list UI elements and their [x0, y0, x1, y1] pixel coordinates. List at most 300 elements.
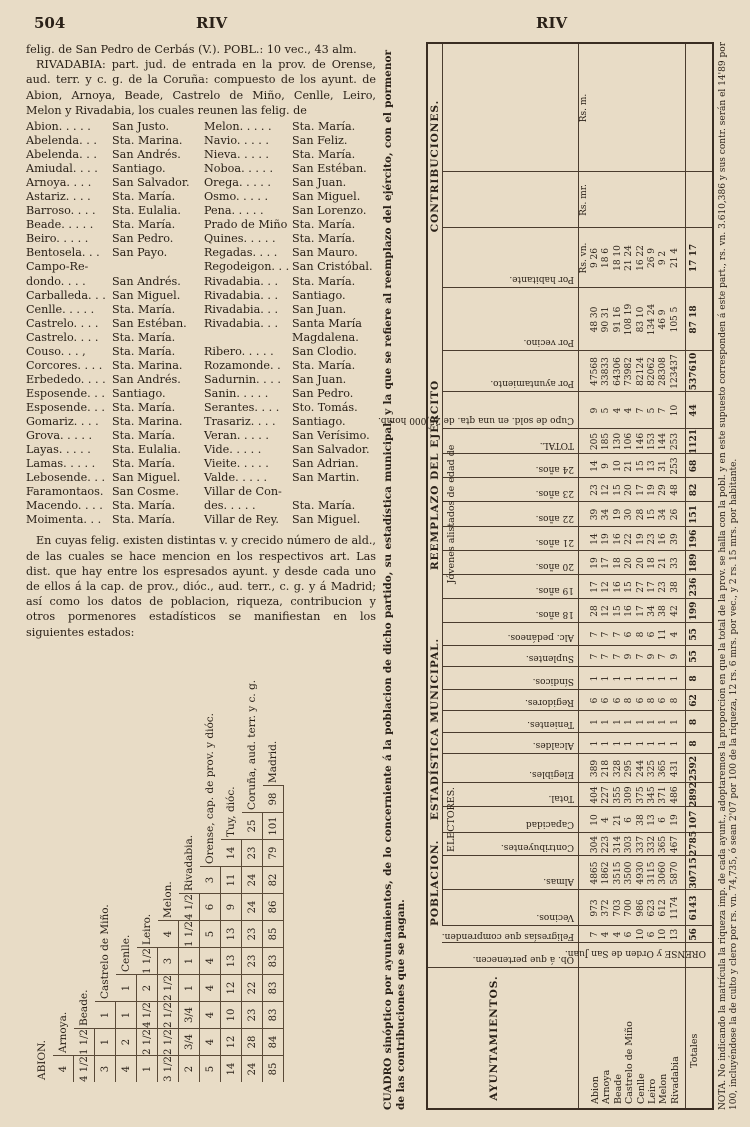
distance-cell: 83 [263, 974, 284, 1001]
table-cell: 1 [624, 675, 635, 682]
distance-cell: 101 [263, 812, 284, 839]
table-cell: 1 [647, 675, 657, 682]
table-cell: 28308 [658, 357, 669, 386]
distance-cell: 85 [263, 920, 284, 947]
table-cell: 64306 [612, 357, 623, 386]
table-cell: 48 [669, 484, 680, 496]
town-name: Castrelo de Miño [624, 1021, 636, 1104]
table-cell: 16 [658, 533, 669, 545]
patron-saint: Sta. María. [112, 499, 176, 513]
totals-cell: 2892 [689, 781, 700, 807]
feligresia-row [26, 148, 374, 162]
table-cell: 15 [647, 508, 657, 521]
column-header: 22 años. [535, 513, 574, 523]
table-cell: 16 [624, 605, 635, 617]
table-cell: 4 [612, 931, 623, 938]
column-header: 20 años. [535, 561, 574, 571]
parish-name: Serantes. . . . [204, 400, 280, 414]
patron-saint: San Pedro. [292, 386, 354, 400]
parish-name: Rivadabia. . . [204, 302, 279, 316]
patron-saint: Sta. María. [292, 218, 356, 232]
table-cell: 1 [635, 740, 646, 747]
table-cell: 227 [601, 786, 612, 804]
header-left-word: RIV [196, 14, 228, 32]
distance-cell: 86 [263, 893, 284, 920]
feligresia-row [26, 134, 374, 148]
table-cell: 7 [658, 407, 669, 414]
table-cell: 1 [612, 719, 623, 725]
parish-name: des. . . . . [204, 499, 256, 513]
distance-cell: 3 [95, 1055, 116, 1082]
patron-saint: San Salvador. [292, 443, 370, 457]
table-cell: 31 [658, 460, 669, 472]
distance-cell: 23 [242, 920, 263, 947]
table-cell: 33 [669, 557, 680, 569]
table-cell: 82124 [635, 357, 646, 386]
column-header: Regidores. [524, 697, 574, 707]
table-cell: 1 [601, 719, 612, 725]
table-cell: 973 [590, 899, 600, 917]
table-cell: 7 [635, 407, 646, 414]
table-cell: 8 [669, 697, 680, 704]
table-cell: 4 [601, 817, 612, 823]
parish-name: Regadas. . . . [204, 246, 278, 260]
distance-cell: 1 [95, 1028, 116, 1055]
patron-saint: Sta. María. [112, 457, 176, 471]
table-cell: 303 [624, 835, 635, 854]
table-cell: 332 [647, 835, 657, 854]
column-header: Suplentes. [525, 653, 574, 663]
table-cell: 6 [658, 817, 669, 823]
parish-name: Navio. . . . . [204, 134, 269, 148]
table-cell: 17 [590, 581, 600, 593]
patron-saint: Magdalena. [292, 330, 359, 344]
totals-cell: 56 [689, 928, 700, 941]
parish-name: Lebosende. . . [26, 471, 106, 485]
table-cell: 10 [635, 928, 646, 941]
patron-saint: San Lorenzo. [292, 204, 367, 218]
distance-cell: 12 [221, 1028, 242, 1055]
table-cell: 83 10 [635, 306, 646, 333]
patron-saint: Sta. María. [292, 232, 356, 246]
table-cell: 17 [647, 581, 657, 593]
column-header: Capacidad [525, 819, 574, 829]
patron-saint: San Andrés. [112, 372, 181, 386]
column-header: Tenientes. [527, 719, 574, 729]
distance-place-label: Melon. [162, 881, 174, 918]
distance-cell: 79 [263, 839, 284, 866]
table-cell: 22 [624, 533, 635, 545]
patron-saint: San Miguel. [112, 288, 181, 302]
column-rule [442, 171, 712, 172]
table-cell: 6 [624, 931, 635, 938]
patron-saint: San Mauro. [292, 246, 358, 260]
totals-cell: 30715 [689, 857, 700, 889]
patron-saint: Santa María [292, 316, 362, 330]
feligresia-row [26, 471, 374, 485]
table-cell: 11 [658, 628, 669, 641]
distance-cell: 83 [263, 947, 284, 974]
patron-saint: San Juan. [292, 176, 347, 190]
totals-cell: 68 [689, 459, 700, 473]
parish-name: Castrelo. . . . [26, 330, 99, 344]
town-name: Rivadabia [669, 1056, 681, 1104]
distance-cell: 82 [263, 866, 284, 893]
table-cell: 6 [647, 931, 657, 938]
distance-cell: 1 1/2 [179, 920, 200, 947]
totals-cell: 6143 [689, 895, 700, 921]
distance-place-label: Coruña, aud. terr. y c. g. [246, 679, 258, 810]
parish-name: Villar de Con- [204, 485, 282, 499]
table-cell: 1862 [601, 861, 612, 885]
patron-saint: San Martin. [292, 471, 360, 485]
feligresia-row [26, 373, 374, 387]
distance-cell: 4 [200, 947, 221, 974]
totals-cell: 17 17 [689, 243, 700, 273]
parish-name: Prado de Miño [204, 218, 288, 232]
patron-saint: San Estéban. [112, 316, 187, 330]
parish-name: Esposende. . . [26, 386, 105, 400]
table-cell: 371 [658, 786, 669, 804]
table-cell: 4 [612, 407, 623, 414]
patron-saint: San Juan. [292, 302, 347, 316]
column-header: 19 años. [535, 585, 574, 595]
table-cell: 8 [635, 631, 646, 638]
distance-cell: 11 [221, 866, 242, 893]
table-cell: 16 [612, 533, 623, 545]
patron-saint: San Payo. [112, 246, 168, 260]
table-cell: 404 [590, 786, 600, 804]
table-cell: 1 [647, 740, 657, 747]
table-cell: 130 [612, 432, 623, 451]
distance-cell: 4 1/2 [137, 1001, 158, 1028]
column-header: Por habitante. [509, 274, 574, 284]
table-cell: 4 [624, 407, 635, 414]
table-cell: 1 [590, 719, 600, 725]
distance-place-label: Rivadabia. [183, 834, 195, 891]
distance-cell: 2 1/2 [158, 1028, 179, 1055]
parish-name [204, 331, 292, 345]
totals-cell: 107 [689, 810, 700, 830]
distance-cell: 1 1/2 [74, 1028, 95, 1055]
money-unit: Rs. m. [579, 93, 589, 123]
feligresia-row [26, 443, 374, 457]
totals-cell: 2785 [689, 830, 700, 856]
money-unit: Rs. vn. [579, 242, 589, 274]
table-cell: 15 [612, 484, 623, 496]
column-header: Almas. [543, 876, 574, 886]
parish-name: Esposende. . . [26, 400, 105, 414]
patron-saint: San Miguel. [292, 513, 361, 527]
feligresia-row [26, 162, 374, 176]
patron-saint: Santiago. [112, 162, 166, 176]
page-number: 504 [34, 14, 66, 32]
table-cell: 1 [624, 740, 635, 747]
table-cell: 18 [647, 557, 657, 569]
patron-saint: San Salvador. [112, 176, 190, 190]
totals-cell: 82 [689, 483, 700, 497]
patron-saint: Sta. María. [112, 400, 176, 414]
table-cell: 7 [601, 653, 612, 660]
table-cell: 9 [624, 653, 635, 660]
feligresia-row [26, 331, 374, 345]
table-cell: 309 [624, 786, 635, 804]
table-cell: 9 [669, 653, 680, 660]
town-name: Beade [612, 1074, 624, 1104]
totals-cell: 236 [689, 577, 700, 597]
distance-cell: 4 [158, 920, 179, 947]
table-cell: 9 [647, 653, 657, 660]
table-cell: 1 [658, 740, 669, 747]
column-header: Cupo de sold. en una qta. de 25,000 homb. [377, 415, 574, 425]
distance-cell: 3/4 [179, 1028, 200, 1055]
patron-saint: San Clodio. [292, 344, 357, 358]
parish-name: Ribero. . . . . [204, 344, 274, 358]
distance-cell: 14 [221, 839, 242, 866]
table-cell: 3115 [647, 861, 657, 885]
table-cell: 34 [647, 605, 657, 617]
money-unit: Rs. mr. [579, 184, 589, 216]
parish-name: Rivadabia. . . [204, 288, 279, 302]
table-cell: 9 [590, 407, 600, 414]
town-name: Leiro [647, 1078, 658, 1104]
distance-place-label: Beade. [78, 989, 90, 1026]
distance-place-label: Tuy, dióc. [225, 786, 237, 837]
table-cell: 1 [669, 675, 680, 682]
table-cell: 6 [612, 697, 623, 704]
feligresia-row [26, 457, 374, 471]
parish-name: Castrelo. . . . [26, 316, 99, 330]
table-cell: 146 [635, 432, 646, 451]
table-cell: 7 [612, 631, 623, 638]
feligresia-row [26, 275, 374, 289]
totals-cell: 55 [689, 628, 700, 641]
patron-saint: Sta. Marina. [112, 415, 183, 428]
column-header: 24 años. [535, 464, 574, 474]
parish-name: Trasariz. . . . [204, 415, 276, 428]
distance-place-label: Castrelo de Miño. [99, 904, 111, 999]
parish-name: Valde. . . . . [204, 471, 268, 485]
table-cell: 4 [601, 931, 612, 938]
feligresia-row [26, 260, 374, 274]
table-cell: 29 [658, 484, 669, 496]
table-cell: 33833 [601, 357, 612, 386]
distance-cell: 5 [200, 920, 221, 947]
table-cell: 21 24 [624, 245, 635, 271]
parish-name: Campo-Re- [26, 260, 89, 274]
town-name: Arnoya [601, 1069, 613, 1104]
table-cell: 7 [590, 653, 600, 660]
table-cell: 1 [601, 675, 612, 682]
parish-name: Orega. . . . . [204, 176, 271, 190]
table-cell: 244 [635, 759, 646, 778]
table-cell: 105 5 [669, 306, 680, 333]
patron-saint: Sta. Marina. [112, 134, 183, 148]
distance-cell: 6 [200, 893, 221, 920]
table-cell: 73982 [624, 357, 635, 386]
table-cell: 14 [590, 460, 600, 472]
feligresia-row [26, 359, 374, 373]
totals-cell: 8 [689, 740, 700, 747]
table-cell: 253 [669, 457, 680, 475]
parish-name: Couso. . . , [26, 344, 86, 358]
table-cell: 1 [658, 675, 669, 682]
table-cell: 26 9 [647, 247, 657, 269]
table-cell: 18 6 [601, 247, 612, 269]
distance-table [30, 625, 375, 1090]
patron-saint: Sta. Marina. [112, 358, 183, 372]
parish-name: Macendo. . . . [26, 499, 103, 513]
feligresia-row [26, 485, 374, 499]
table-cell: 253 [669, 432, 680, 451]
table-cell: 3060 [658, 861, 669, 885]
table-cell: 9 2 [658, 250, 669, 266]
distance-place-label: Leiro. [141, 913, 153, 945]
ayuntamientos-header: AYUNTAMIENTOS. [488, 975, 500, 1101]
table-cell: 8 [624, 697, 635, 704]
parish-name: Layas. . . . . [26, 443, 91, 457]
table-cell: 7 [601, 631, 612, 638]
distance-cell: 9 [221, 893, 242, 920]
table-cell: 15 [624, 581, 635, 593]
parish-name: Noboa. . . . . [204, 162, 274, 176]
parish-name: Nieva. . . . . [204, 148, 269, 162]
feligresia-row [26, 429, 374, 443]
table-cell: 18 10 [612, 245, 623, 271]
town-name: Melon [658, 1073, 670, 1104]
parish-name: Amiudal. . . . [26, 162, 98, 176]
distance-cell: 4 [200, 1001, 221, 1028]
column-header: Síndicos. [532, 676, 574, 686]
table-cell: 7 [590, 631, 600, 638]
parish-name: Moimenta. . . [26, 513, 102, 527]
table-cell: 365 [658, 759, 669, 778]
patron-saint: Sta. Eulalia. [112, 204, 181, 218]
patron-saint: Sta. Eulalia. [112, 443, 181, 457]
table-cell: 4865 [590, 861, 600, 885]
distance-cell: 14 [221, 1055, 242, 1082]
table-cell: 42 [669, 605, 680, 617]
table-cell: 28 [590, 605, 600, 617]
table-cell: 20 [624, 557, 635, 569]
distance-cell: 1 [179, 974, 200, 1001]
patron-saint: San Cosme. [112, 485, 179, 499]
feligresia-row [26, 317, 374, 331]
column-header: 18 años. [535, 609, 574, 619]
patron-saint: Sta. María. [292, 148, 356, 162]
table-cell: 23 [647, 533, 657, 545]
table-cell: 19 [601, 533, 612, 545]
left-column-text [26, 42, 376, 640]
table-cell: 82062 [647, 357, 657, 386]
parish-name: Abelenda. . . [26, 134, 97, 148]
distance-cell: 4 [53, 1055, 74, 1082]
table-cell: 19 [612, 508, 623, 521]
distance-cell: 1 [116, 974, 137, 1001]
distance-cell: 5 [200, 1055, 221, 1082]
column-header: Por vecino. [523, 337, 574, 347]
table-cell: 314 [612, 835, 623, 854]
table-cell: 1 [669, 740, 680, 747]
distance-cell: 25 [242, 812, 263, 839]
section-sect_contrib: CONTRIBUCIONES. [429, 99, 441, 233]
parish-name: Bentosela. . . [26, 246, 100, 260]
patron-saint: Sta. María. [112, 429, 176, 443]
patron-saint: Santiago. [292, 415, 346, 428]
distance-cell: 23 [242, 947, 263, 974]
distance-cell: 22 [242, 974, 263, 1001]
table-cell: 26 [669, 508, 680, 521]
parish-name: Regodeigon. . . [204, 260, 290, 274]
section-sect_estadistica: ESTADÍSTICA MUNICIPAL. [429, 637, 441, 821]
table-cell: 30 [624, 508, 635, 521]
feligresia-row [26, 190, 374, 204]
patron-saint: San Justo. [112, 120, 170, 134]
table-cell: 17 [635, 605, 646, 617]
table-cell: 10 [612, 460, 623, 472]
distance-cell: 1 [95, 1001, 116, 1028]
patron-saint: Sta. María. [112, 344, 176, 358]
table-cell: 1 [635, 675, 646, 682]
table-cell: 986 [635, 899, 646, 917]
table-cell: 38 [669, 581, 680, 593]
table-cell: 7 [590, 931, 600, 938]
jovenes-label: Jóvenes alistados de edad de [446, 444, 457, 584]
patron-saint: Sta. María. [112, 513, 176, 527]
distance-cell: 85 [263, 1055, 284, 1082]
table-cell: 23 [590, 484, 600, 496]
column-header: Por ayuntamiento. [490, 378, 574, 388]
table-cell: 34 [601, 508, 612, 521]
column-header: 23 años. [535, 488, 574, 498]
feligresia-row [26, 176, 374, 190]
feligresia-row [26, 415, 374, 429]
table-cell: 8 [647, 697, 657, 704]
parish-name: dondo. . . . [26, 274, 86, 288]
feligresia-row [26, 204, 374, 218]
table-cell: 467 [669, 835, 680, 854]
table-cell: 10 [658, 928, 669, 941]
table-cell: 205 [590, 432, 600, 451]
patron-saint: San Adrian. [292, 457, 359, 471]
table-cell: 123437 [669, 354, 680, 389]
distance-cell: 2 1/2 [137, 1028, 158, 1055]
table-cell: 28 [635, 508, 646, 521]
table-cell: 46 9 [658, 309, 669, 330]
patron-saint: Santiago. [112, 386, 166, 400]
feligresia-row [26, 499, 374, 513]
ob-value: ORENSE y Orden de San Juan. [564, 948, 706, 958]
column-header: Vecinos. [536, 912, 574, 922]
table-cell: 12 [601, 581, 612, 593]
patron-saint: Sta. María. [112, 190, 176, 204]
table-cell: 16 [612, 581, 623, 593]
parish-name: Gomariz. . . . [26, 415, 99, 428]
distance-cell: 12 [221, 974, 242, 1001]
table-cell: 144 [658, 432, 669, 451]
parish-name: Arnoya. . . . [26, 176, 92, 190]
table-cell: 389 [590, 759, 600, 778]
table-cell: 1 [601, 740, 612, 747]
table-cell: 16 22 [635, 245, 646, 271]
table-cell: 6 [590, 697, 600, 704]
totals-cell: 8 [689, 718, 700, 726]
patron-saint: San Feliz. [292, 134, 348, 148]
rivadabia-paragraph: RIVADABIA: part. jud. de entrada en la prov. de Orense, aud. terr. y c. g. de la Coruña: compuesto de los ayunt. de Abion, Arnoya, Beade, Castrelo de Miño, Cenlle, Leiro, Melon y Rivadabia, los cuales reunen las felig. de [26, 58, 376, 117]
table-cell: 12 [601, 484, 612, 496]
distance-cell: 2 1/2 [158, 1001, 179, 1028]
distance-place-label: Arnoya. [57, 1011, 69, 1053]
